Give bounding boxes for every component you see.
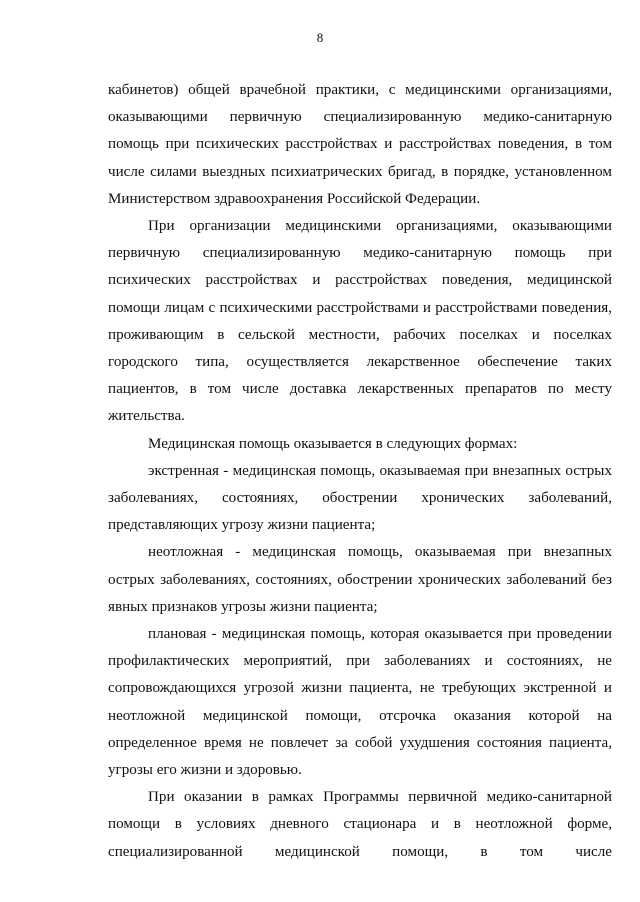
paragraph-rural-medication-supply: При организации медицинскими организациями, оказывающими первичную специализированную медико-санитарную помощь при психических расстройствах и расстройствах поведения, медицинской помощи лицам с психическими расстройствами и расстройствами поведения, проживающим в сельской местности, рабочих поселках и поселках городского типа, осуществляется лекарственное обеспечение таких пациентов, в том числе доставка лекарственных препаратов по месту жительства. [108,218,612,425]
paragraph-day-hospital-care: При оказании в рамках Программы первичной медико-санитарной помощи в условиях дневного стационара и в неотложной форме, специализированной медицинской помощи, в том числе [108,789,612,860]
page-number: 8 [316,30,324,45]
paragraph-urgent-care: неотложная - медицинская помощь, оказываемая при внезапных острых заболеваниях, состояниях, обострении хронических заболеваний без явных признаков угрозы жизни пациента; [108,544,612,615]
document-body [108,77,612,866]
paragraph-continuation: кабинетов) общей врачебной практики, с медицинскими организациями, оказывающими первичную специализированную медико-санитарную помощь при психических расстройствах и расстройствах поведения, в том числе силами выездных психиатрических бригад, в порядке, установленном Министерством здравоохранения Российской Федерации. [108,82,612,207]
paragraph-forms-of-care-intro: Медицинская помощь оказывается в следующих формах: [148,435,518,452]
paragraph-planned-care: плановая - медицинская помощь, которая оказывается при проведении профилактических мероприятий, при заболеваниях и состояниях, не сопровождающихся угрозой жизни пациента, не требующих экстренной и неотложной медицинской помощи, отсрочка оказания которой на определенное время не повлечет за собой ухудшения состояния пациента, угрозы его жизни и здоровью. [108,626,612,779]
paragraph-emergency-care: экстренная - медицинская помощь, оказываемая при внезапных острых заболеваниях, состояниях, обострении хронических заболеваний, представляющих угрозу жизни пациента; [108,462,612,534]
